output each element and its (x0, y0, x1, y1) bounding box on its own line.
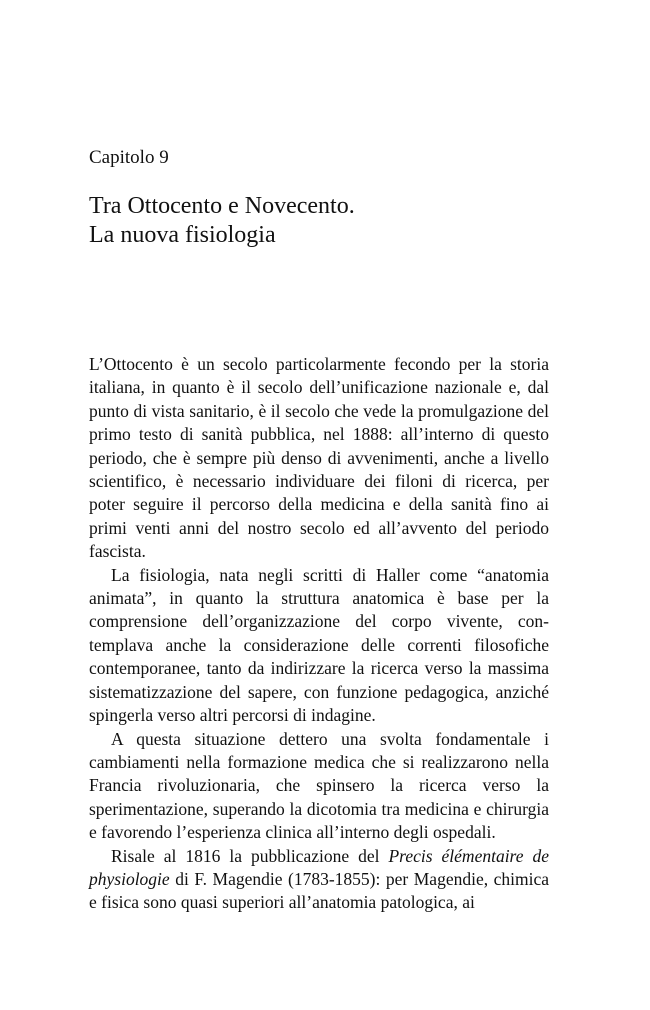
paragraph-4-text-start: Risale al 1816 la pubblicazione del (111, 845, 389, 866)
paragraph-1: L’Ottocento è un secolo particolarmente fecondo per la storia italiana, in quanto è il secolo dell’unificazione nazionale e, dal punto di vista sanitario, è il secolo che vede la promulgazione del primo testo di sanità pubblica, nel 1888: all’interno di questo periodo, che è sempre più denso di avvenimenti, anche a livello scientifico, è necessario individuare dei filoni di ricerca, per poter seguire il percorso della medicina e della sanità fino ai primi venti anni del nostro secolo ed all’avvento del periodo fascista. (89, 354, 549, 562)
chapter-title (89, 192, 559, 250)
chapter-title-line-2: La nuova fisiologia (89, 222, 276, 248)
book-title-citation: Precis élémentaire de physiologie (89, 845, 549, 889)
chapter-title-line-1: Tra Ottocento e Novecento. (89, 193, 355, 219)
paragraph-3: A questa situazione dettero una svolta fondamentale i cambiamenti nella formazione medica che si realizzarono nella Francia rivoluzionaria, che spinsero la ricerca verso la sperimentazione, superando la dicotomia tra medicina e chirurgia e favorendo l’esperienza clinica all’interno degli ospedali. (89, 728, 549, 843)
paragraph-2: La fisiologia, nata negli scritti di Haller come “anatomia animata”, in quanto la struttura anatomica è base per la comprensione dell’organizzazione del corpo vivente, contemplava anche la considerazione delle correnti filosofiche contemporanee, tanto da indirizzare la ricerca verso la massima sistematizzazione del sapere, con funzione pedagogica, anziché spingerla verso altri percorsi di indagine. (89, 564, 549, 726)
paragraph-4 (89, 845, 549, 915)
chapter-number-label: Capitolo 9 (89, 147, 169, 168)
paragraph-4-text-end: di F. Magendie (1783-1855): per Magendie, chimica e fisica sono quasi superiori all’anatomia patologica, ai (89, 868, 549, 913)
body-text (89, 353, 549, 915)
